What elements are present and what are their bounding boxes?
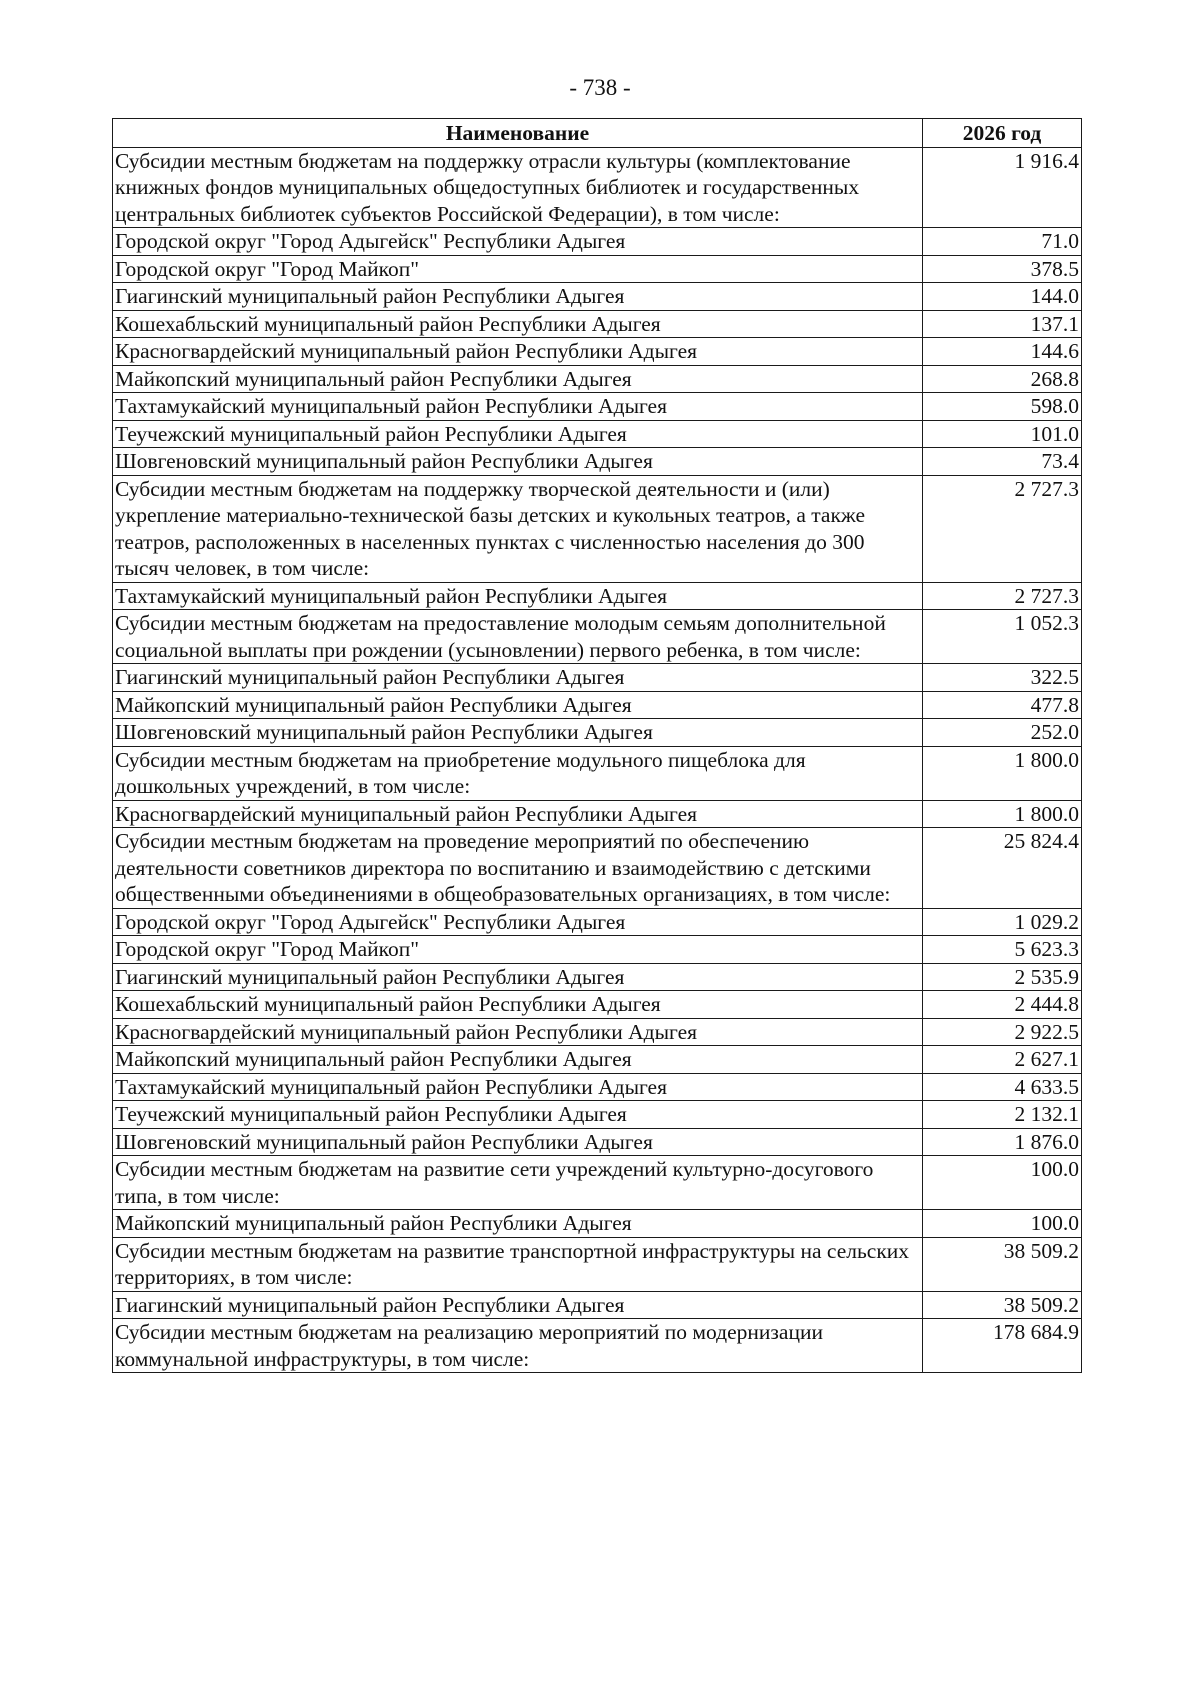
table-row [113,448,1082,476]
row-value-cell: 25 824.4 [923,828,1082,909]
table-row [113,1319,1082,1373]
row-name-cell: Шовгеновский муниципальный район Республики Адыгея [113,719,923,747]
table-row [113,719,1082,747]
row-value-cell: 477.8 [923,691,1082,719]
table-row [113,393,1082,421]
row-value-cell: 252.0 [923,719,1082,747]
row-name-cell: Субсидии местным бюджетам на развитие сети учреждений культурно-досугового типа, в том числе: [113,1156,923,1210]
table-row [113,991,1082,1019]
row-name-cell: Майкопский муниципальный район Республики Адыгея [113,691,923,719]
table-row [113,1210,1082,1238]
row-value-cell: 2 132.1 [923,1101,1082,1129]
table-row [113,582,1082,610]
table-row [113,147,1082,228]
row-name-cell: Гиагинский муниципальный район Республики Адыгея [113,664,923,692]
row-name-cell: Городской округ "Город Майкоп" [113,255,923,283]
row-value-cell: 137.1 [923,310,1082,338]
table-row [113,746,1082,800]
table-row [113,420,1082,448]
table-row [113,1237,1082,1291]
table-row [113,365,1082,393]
row-name-cell: Теучежский муниципальный район Республики Адыгея [113,1101,923,1129]
row-value-cell: 5 623.3 [923,936,1082,964]
row-value-cell: 1 800.0 [923,746,1082,800]
table-row [113,283,1082,311]
row-name-cell: Майкопский муниципальный район Республики Адыгея [113,1210,923,1238]
row-name-cell: Тахтамукайский муниципальный район Республики Адыгея [113,582,923,610]
row-name-cell: Субсидии местным бюджетам на реализацию мероприятий по модернизации коммунальной инфраструктуры, в том числе: [113,1319,923,1373]
row-name-cell: Красногвардейский муниципальный район Республики Адыгея [113,338,923,366]
table-row [113,475,1082,582]
row-name-cell: Кошехабльский муниципальный район Республики Адыгея [113,310,923,338]
row-value-cell: 73.4 [923,448,1082,476]
row-name-cell: Субсидии местным бюджетам на развитие транспортной инфраструктуры на сельских территориях, в том числе: [113,1237,923,1291]
row-name-cell: Гиагинский муниципальный район Республики Адыгея [113,1291,923,1319]
row-name-cell: Красногвардейский муниципальный район Республики Адыгея [113,1018,923,1046]
table-row [113,908,1082,936]
page-number: - 738 - [569,75,631,100]
row-name-cell: Городской округ "Город Адыгейск" Республики Адыгея [113,228,923,256]
row-value-cell: 2 922.5 [923,1018,1082,1046]
row-name-cell: Тахтамукайский муниципальный район Республики Адыгея [113,393,923,421]
row-value-cell: 100.0 [923,1210,1082,1238]
row-value-cell: 2 627.1 [923,1046,1082,1074]
table-row [113,228,1082,256]
table-row [113,255,1082,283]
row-name-cell: Тахтамукайский муниципальный район Республики Адыгея [113,1073,923,1101]
row-name-cell: Шовгеновский муниципальный район Республики Адыгея [113,448,923,476]
row-name-cell: Субсидии местным бюджетам на поддержку отрасли культуры (комплектование книжных фондов муниципальных общедоступных библиотек и государственных центральных библиотек субъектов Российской Федерации), в том числе: [113,147,923,228]
table-row [113,936,1082,964]
table-header-row [113,119,1082,148]
row-name-cell: Субсидии местным бюджетам на приобретение модульного пищеблока для дошкольных учреждений, в том числе: [113,746,923,800]
table-row [113,1101,1082,1129]
row-value-cell: 598.0 [923,393,1082,421]
row-value-cell: 4 633.5 [923,1073,1082,1101]
table-row [113,800,1082,828]
budget-table [112,118,1082,1373]
row-value-cell: 2 444.8 [923,991,1082,1019]
row-value-cell: 144.6 [923,338,1082,366]
table-row [113,338,1082,366]
table-row [113,1073,1082,1101]
row-value-cell: 1 916.4 [923,147,1082,228]
table-row [113,1291,1082,1319]
row-name-cell: Городской округ "Город Майкоп" [113,936,923,964]
row-value-cell: 2 535.9 [923,963,1082,991]
table-row [113,1018,1082,1046]
row-value-cell: 1 052.3 [923,610,1082,664]
table-row [113,1128,1082,1156]
row-value-cell: 38 509.2 [923,1237,1082,1291]
row-name-cell: Майкопский муниципальный район Республики Адыгея [113,1046,923,1074]
row-value-cell: 144.0 [923,283,1082,311]
row-name-cell: Теучежский муниципальный район Республики Адыгея [113,420,923,448]
table-row [113,828,1082,909]
column-header-name: Наименование [113,119,923,148]
row-value-cell: 38 509.2 [923,1291,1082,1319]
row-name-cell: Субсидии местным бюджетам на предоставление молодым семьям дополнительной социальной выплаты при рождении (усыновлении) первого ребенка, в том числе: [113,610,923,664]
row-name-cell: Майкопский муниципальный район Республики Адыгея [113,365,923,393]
table-row [113,691,1082,719]
column-header-year: 2026 год [923,119,1082,148]
row-value-cell: 1 029.2 [923,908,1082,936]
table-row [113,963,1082,991]
table-body [113,147,1082,1373]
row-value-cell: 101.0 [923,420,1082,448]
row-name-cell: Субсидии местным бюджетам на проведение мероприятий по обеспечению деятельности советников директора по воспитанию и взаимодействию с детскими общественными объединениями в общеобразовательных организациях, в том числе: [113,828,923,909]
row-name-cell: Гиагинский муниципальный район Республики Адыгея [113,963,923,991]
table-row [113,1156,1082,1210]
row-value-cell: 178 684.9 [923,1319,1082,1373]
row-value-cell: 100.0 [923,1156,1082,1210]
row-value-cell: 268.8 [923,365,1082,393]
row-name-cell: Кошехабльский муниципальный район Республики Адыгея [113,991,923,1019]
table-row [113,310,1082,338]
row-name-cell: Красногвардейский муниципальный район Республики Адыгея [113,800,923,828]
row-value-cell: 1 800.0 [923,800,1082,828]
table-row [113,664,1082,692]
row-name-cell: Шовгеновский муниципальный район Республики Адыгея [113,1128,923,1156]
row-name-cell: Городской округ "Город Адыгейск" Республики Адыгея [113,908,923,936]
table-row [113,1046,1082,1074]
row-value-cell: 322.5 [923,664,1082,692]
row-name-cell: Субсидии местным бюджетам на поддержку творческой деятельности и (или) укрепление материально-технической базы детских и кукольных театров, а также театров, расположенных в населенных пунктах с численностью населения до 300 тысяч человек, в том числе: [113,475,923,582]
row-value-cell: 1 876.0 [923,1128,1082,1156]
row-name-cell: Гиагинский муниципальный район Республики Адыгея [113,283,923,311]
row-value-cell: 2 727.3 [923,475,1082,582]
row-value-cell: 2 727.3 [923,582,1082,610]
row-value-cell: 71.0 [923,228,1082,256]
table-row [113,610,1082,664]
row-value-cell: 378.5 [923,255,1082,283]
